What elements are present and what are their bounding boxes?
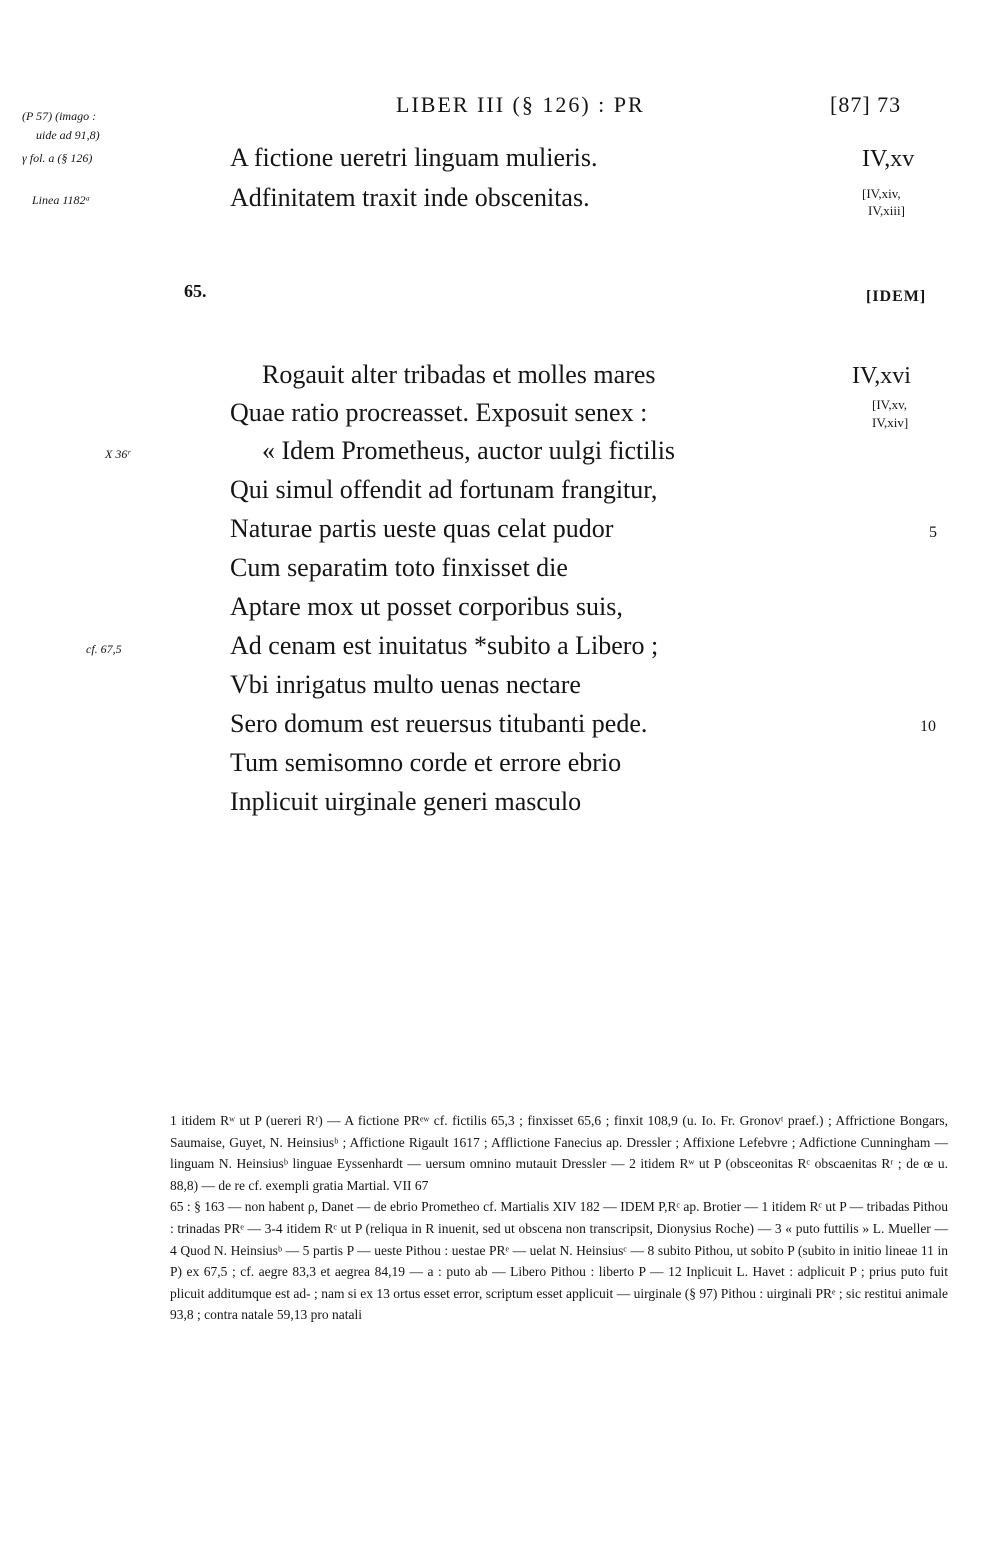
fable-reference: IV,xvi xyxy=(852,363,911,389)
verse-line: Rogauit alter tribadas et molles mares xyxy=(262,360,656,389)
verse-line: Adfinitatem traxit inde obscenitas. xyxy=(230,183,590,212)
apparatus-paragraph: 1 itidem Rʷ ut P (uereri Rʳ) — A fictione PRᵉʷ cf. fictilis 65,3 ; finxisset 65,6 ; finxit 108,9 (u. Io. Fr. Gronovᵗ praef.) ; Affrictione Bongars, Saumaise, Guyet, N. Heinsiusᵇ ; Affictione Rigault 1617 ; Afflictione Fanecius ap. Dressler ; Affixione Lefebvre ; Adfictione Cunningham — linguam N. Heinsiusᵇ linguae Eyssenhardt — uersum omnino mutauit Dressler — 2 itidem Rʷ ut P (obsceonitas Rᶜ obscaenitas Rʳ ; de œ u. 88,8) — de re cf. exempli gratia Martial. VII 67 xyxy=(170,1113,948,1193)
margin-note-cf: cf. 67,5 xyxy=(86,642,122,656)
margin-note-image: (P 57) (imago : xyxy=(22,109,97,123)
margin-note-image-ref: uide ad 91,8) xyxy=(36,128,100,142)
verse-line: Naturae partis ueste quas celat pudor xyxy=(230,514,614,543)
verse-line: Qui simul offendit ad fortunam frangitur, xyxy=(230,475,658,504)
verse-line: « Idem Prometheus, auctor uulgi fictilis xyxy=(262,436,676,465)
page-number: [87] 73 xyxy=(830,92,902,117)
verse-line: Aptare mox ut posset corporibus suis, xyxy=(230,592,623,621)
margin-note-codex: X 36ʳ xyxy=(105,447,130,461)
verse-line: Sero domum est reuersus titubanti pede. xyxy=(230,709,648,738)
verse-line: Inplicuit uirginale generi masculo xyxy=(230,787,582,816)
verse-line: Tum semisomno corde et errore ebrio xyxy=(230,748,622,777)
fable-reference: IV,xiii] xyxy=(868,203,905,218)
fable-title: [IDEM] xyxy=(866,288,927,305)
line-number: 10 xyxy=(920,718,936,735)
fable-number: 65. xyxy=(184,281,207,301)
margin-note-linea: Linea 1182ᵃ xyxy=(32,193,91,207)
margin-note-folio: γ fol. a (§ 126) xyxy=(22,151,93,165)
apparatus-paragraph: 65 : § 163 — non habent ρ, Danet — de ebrio Prometheo cf. Martialis XIV 182 — IDEM P,Rᶜ ap. Brotier — 1 itidem Rᶜ ut P — tribadas Pithou : trinadas PRᵉ — 3-4 itidem Rᶜ ut P (reliqua in R inuenit, sed ut obscena non transcripsit, Dionysius Roche) — 3 « puto futtilis » L. Mueller — 4 Quod N. Heinsiusᵇ — 5 partis P — ueste Pithou : uestae PRᵉ — uelat N. Heinsiusᶜ — 8 subito Pithou, ut sobito P (subito in initio lineae 11 in P) ex 67,5 ; cf. aegre 83,3 et aegrea 84,19 — a : puto ab — Libero Pithou : liberto P — 12 Inplicuit L. Havet : adplicuit P ; prius puto fuit plicuit additumque est ad- ; nam si ex 13 ortus esset error, scriptum esset applicuit — uirginale (§ 97) Pithou : uirginali PRᵉ ; sic restitui animale 93,8 ; contra natale 59,13 pro natali xyxy=(170,1199,948,1323)
verse-line: Quae ratio procreasset. Exposuit senex : xyxy=(230,398,648,427)
running-title: LIBER III (§ 126) : PR xyxy=(396,92,645,117)
fable-reference: IV,xv xyxy=(862,146,915,172)
verse-line: Ad cenam est inuitatus *subito a Libero ; xyxy=(230,631,659,660)
critical-apparatus xyxy=(170,1110,948,1326)
verse-line: Vbi inrigatus multo uenas nectare xyxy=(230,670,581,699)
fable-reference: [IV,xiv, xyxy=(862,186,901,201)
verse-line: Cum separatim toto finxisset die xyxy=(230,553,568,582)
line-number: 5 xyxy=(929,524,937,541)
fable-reference: [IV,xv, xyxy=(872,397,908,412)
fable-reference: IV,xiv] xyxy=(872,415,909,430)
verse-line: A fictione ueretri linguam mulieris. xyxy=(230,143,598,172)
